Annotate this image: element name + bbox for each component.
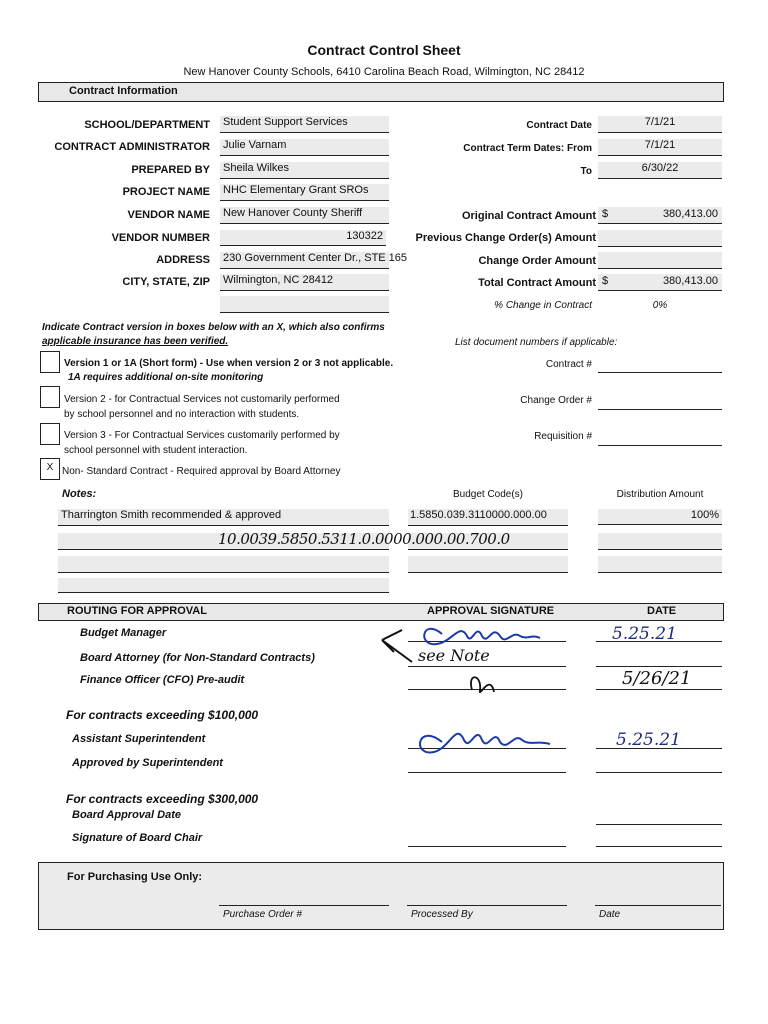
processed-by-line (407, 905, 567, 906)
notes-label: Notes: (62, 488, 97, 500)
total-amount-label: Total Contract Amount (478, 277, 596, 289)
board-attorney-label: Board Attorney (for Non-Standard Contracts) (80, 652, 315, 664)
note-line-1: Tharrington Smith recommended & approved (58, 509, 389, 526)
handwriting-layer (372, 612, 572, 772)
original-amount-value: 380,413.00 (662, 208, 718, 220)
change-order-amount-label: Change Order Amount (478, 255, 596, 267)
vendor-number-field: 130322 (220, 230, 386, 246)
finance-officer-date: 5/26/21 (622, 668, 692, 689)
budget-code-1: 1.5850.039.3110000.000.00 (408, 509, 568, 526)
superintendent-sig-line (408, 772, 566, 773)
exceed-300k-label: For contracts exceeding $300,000 (66, 792, 259, 806)
budget-code-label: Budget Code(s) (452, 489, 524, 500)
assistant-superintendent-signature (420, 734, 550, 753)
processed-by-label: Processed By (411, 909, 473, 920)
doc-numbers-label: List document numbers if applicable: (455, 337, 618, 348)
requisition-line (598, 445, 722, 446)
vendor-label: VENDOR NAME (127, 209, 210, 221)
version-1-label: Version 1 or 1A (Short form) - Use when version 2 or 3 not applicable. (64, 358, 394, 369)
contract-date-label: Contract Date (526, 120, 592, 131)
prepared-field: Sheila Wilkes (220, 162, 389, 179)
city-label: CITY, STATE, ZIP (122, 276, 210, 288)
change-order-number-label: Change Order # (520, 395, 592, 406)
city-field: Wilmington, NC 28412 (220, 274, 389, 291)
total-amount-field (598, 274, 722, 291)
term-to-label: To (580, 166, 592, 177)
version-instruction-2: applicable insurance has been verified. (42, 336, 229, 347)
board-attorney-date-line (596, 666, 722, 667)
contract-info-bar (38, 82, 724, 102)
address-field: 230 Government Center Dr., STE 165 (220, 252, 389, 269)
prev-change-field (598, 230, 722, 247)
purchasing-date-label: Date (599, 909, 621, 920)
exceed-100k-label: For contracts exceeding $100,000 (66, 708, 259, 722)
purchasing-label: For Purchasing Use Only: (67, 871, 203, 883)
finance-officer-signature (471, 677, 494, 692)
version-3-note: school personnel with student interaction. (64, 445, 248, 456)
non-standard-checkbox[interactable]: X (40, 458, 60, 480)
non-standard-label: Non- Standard Contract - Required approval by Board Attorney (62, 466, 341, 477)
original-amount-label: Original Contract Amount (461, 210, 596, 222)
board-approval-date-line (596, 824, 722, 825)
handwritten-budget-code: 10.0039.5850.5311.0.0000.000.00.700.0 (218, 530, 510, 548)
budget-manager-signature (424, 629, 540, 644)
change-order-number-line (598, 409, 722, 410)
distribution-3 (598, 556, 722, 573)
pct-change-label: % Change in Contract (494, 300, 592, 311)
version-1-checkbox[interactable] (40, 351, 60, 373)
board-approval-date-label: Board Approval Date (72, 809, 182, 821)
page-subtitle: New Hanover County Schools, 6410 Carolina Beach Road, Wilmington, NC 28412 (183, 66, 585, 78)
board-chair-sig-line (408, 846, 566, 847)
routing-header: ROUTING FOR APPROVAL (67, 605, 207, 617)
prepared-label: PREPARED BY (131, 164, 210, 176)
note-line-4 (58, 578, 389, 593)
total-currency-symbol: $ (602, 275, 609, 287)
requisition-label: Requisition # (534, 431, 592, 442)
version-2-note: by school personnel and no interaction with students. (64, 409, 300, 420)
contract-number-line (598, 372, 722, 373)
distribution-label: Distribution Amount (616, 489, 704, 500)
finance-officer-date-line (596, 689, 722, 690)
contract-number-label: Contract # (545, 359, 592, 370)
prev-change-label: Previous Change Order(s) Amount (415, 232, 596, 244)
note-line-3 (58, 556, 389, 573)
address-label: ADDRESS (156, 254, 210, 266)
date-header: DATE (647, 605, 677, 617)
distribution-2 (598, 533, 722, 550)
pct-change-value: 0% (652, 300, 668, 311)
blank-address-field (220, 296, 389, 313)
purchasing-date-line (595, 905, 721, 906)
version-instruction-1: Indicate Contract version in boxes below with an X, which also confirms (42, 322, 385, 333)
board-chair-date-line (596, 846, 722, 847)
vendor-field: New Hanover County Sheriff (220, 207, 389, 224)
contract-info-label: Contract Information (69, 85, 178, 97)
admin-field: Julie Varnam (220, 139, 389, 156)
superintendent-label: Approved by Superintendent (72, 757, 223, 769)
version-1-note: 1A requires additional on-site monitoring (68, 372, 264, 383)
assistant-superintendent-date: 5.25.21 (616, 730, 681, 750)
term-from-label: Contract Term Dates: From (463, 143, 592, 154)
page-title: Contract Control Sheet (307, 42, 461, 58)
see-note-handwriting: see Note (418, 646, 490, 665)
total-amount-value: 380,413.00 (662, 275, 718, 287)
assistant-superintendent-label: Assistant Superintendent (72, 733, 206, 745)
purchase-order-line (219, 905, 389, 906)
purchasing-box (38, 862, 724, 930)
signature-header: APPROVAL SIGNATURE (427, 605, 555, 617)
board-chair-label: Signature of Board Chair (72, 832, 203, 844)
budget-manager-label: Budget Manager (80, 627, 167, 639)
school-field: Student Support Services (220, 116, 389, 133)
project-field: NHC Elementary Grant SROs (220, 184, 389, 201)
version-3-label: Version 3 - For Contractual Services customarily performed by (64, 430, 340, 441)
finance-officer-label: Finance Officer (CFO) Pre-audit (80, 674, 245, 686)
vendor-number-label: VENDOR NUMBER (111, 232, 210, 244)
budget-manager-date: 5.25.21 (612, 624, 677, 644)
term-to-field: 6/30/22 (598, 162, 722, 179)
purchase-order-label: Purchase Order # (223, 909, 302, 920)
original-amount-field (598, 207, 722, 224)
version-2-checkbox[interactable] (40, 386, 60, 408)
budget-code-3 (408, 556, 568, 573)
currency-symbol: $ (602, 208, 609, 220)
admin-label: CONTRACT ADMINISTRATOR (54, 141, 210, 153)
term-from-field: 7/1/21 (598, 139, 722, 156)
distribution-1: 100% (598, 509, 722, 525)
superintendent-date-line (596, 772, 722, 773)
project-label: PROJECT NAME (122, 186, 210, 198)
arrow-mark-icon (382, 630, 412, 662)
school-label: SCHOOL/DEPARTMENT (84, 119, 210, 131)
contract-date-field: 7/1/21 (598, 116, 722, 133)
version-3-checkbox[interactable] (40, 423, 60, 445)
version-2-label: Version 2 - for Contractual Services not customarily performed (64, 394, 340, 405)
change-order-amount-field (598, 252, 722, 269)
